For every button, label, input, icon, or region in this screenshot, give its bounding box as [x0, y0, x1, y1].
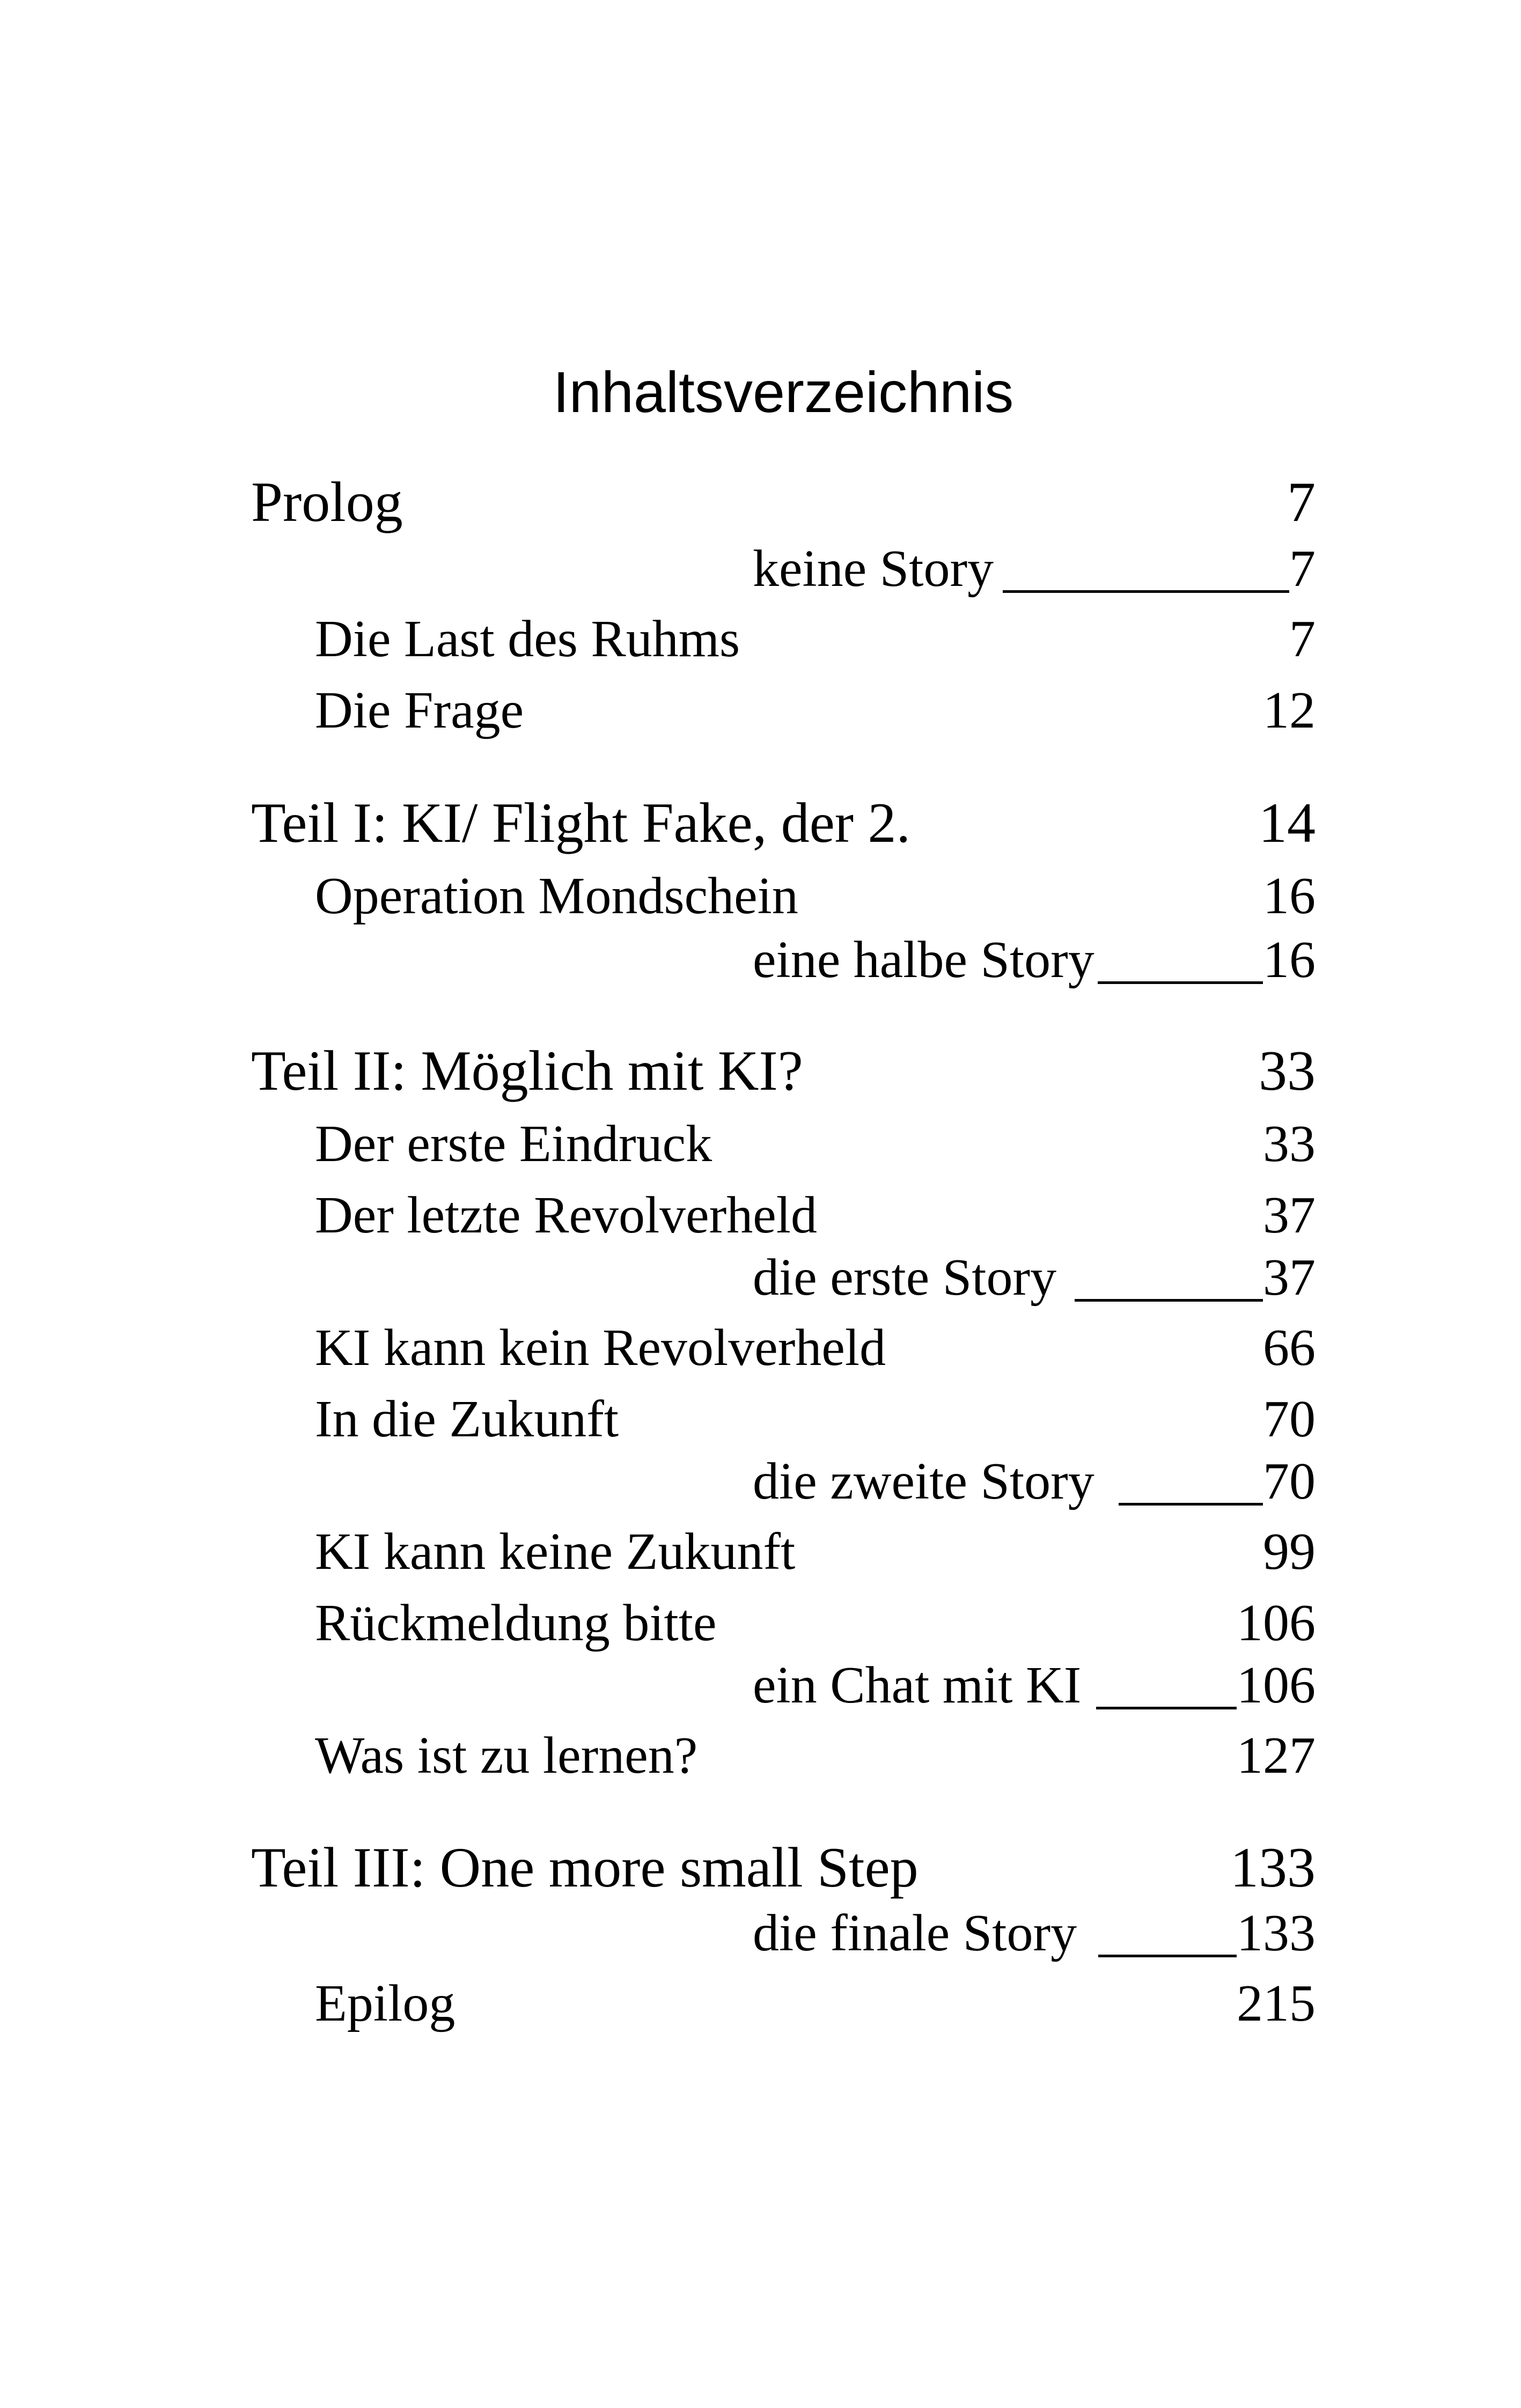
- toc-chapter-der-erste-eindruck: [315, 1112, 1316, 1176]
- toc-story-title: die finale Story: [753, 1904, 1077, 1962]
- toc-page-number: 16: [1263, 931, 1316, 989]
- toc-story-title: die zweite Story: [753, 1452, 1094, 1510]
- toc-page-number: 133: [1237, 1904, 1316, 1962]
- toc-page-number: 37: [1263, 1186, 1316, 1244]
- toc-entry-title: In die Zukunft: [315, 1390, 619, 1448]
- toc-entry-title: Epilog: [315, 1974, 455, 2032]
- toc-entry-title: KI kann kein Revolverheld: [315, 1319, 886, 1377]
- toc-page-number: 37: [1263, 1249, 1316, 1306]
- toc-entry-title: Was ist zu lernen?: [315, 1727, 698, 1785]
- toc-page-number: 215: [1237, 1974, 1316, 2032]
- toc-chapter-rueckmeldung-bitte: [315, 1591, 1316, 1655]
- toc-story-title: die erste Story: [753, 1249, 1057, 1306]
- leader-line: [1075, 1299, 1263, 1302]
- toc-page-number: 106: [1237, 1656, 1316, 1714]
- toc-part-teil-iii: [251, 1836, 1316, 1900]
- toc-page-number: 127: [1237, 1727, 1316, 1785]
- toc-entry-title: Operation Mondschein: [315, 867, 798, 925]
- toc-part-teil-ii: [251, 1039, 1316, 1103]
- toc-chapter-ki-kann-kein-revolverheld: [315, 1316, 1316, 1380]
- toc-entry-title: KI kann keine Zukunft: [315, 1523, 796, 1581]
- toc-entry-title: Teil III: One more small Step: [251, 1836, 919, 1899]
- leader-line: [1096, 1707, 1237, 1709]
- toc-story-eine-halbe-story: [753, 928, 1316, 992]
- toc-chapter-in-die-zukunft: [315, 1387, 1316, 1451]
- toc-page-number: 66: [1263, 1319, 1316, 1377]
- toc-page-number: 7: [1289, 610, 1316, 668]
- toc-entry-title: Teil I: KI/ Flight Fake, der 2.: [251, 791, 911, 854]
- toc-page-number: 14: [1259, 791, 1316, 854]
- toc-story-ein-chat-mit-ki: [753, 1653, 1316, 1717]
- toc-story-die-erste-story: [753, 1245, 1316, 1310]
- toc-entry-title: Der erste Eindruck: [315, 1115, 712, 1173]
- toc-entry-title: Der letzte Revolverheld: [315, 1186, 818, 1244]
- toc-entry-title: Rückmeldung bitte: [315, 1594, 717, 1652]
- toc-part-prolog: [251, 470, 1316, 534]
- toc-page-number: 7: [1289, 540, 1316, 598]
- toc-story-die-finale-story: [753, 1901, 1316, 1965]
- toc-chapter-die-last-des-ruhms: [315, 607, 1316, 671]
- toc-page-number: 70: [1263, 1452, 1316, 1510]
- toc-story-keine-story: [753, 537, 1316, 601]
- toc-entry-title: Teil II: Möglich mit KI?: [251, 1039, 803, 1102]
- toc-entry-title: Die Frage: [315, 681, 524, 739]
- toc-chapter-was-ist-zu-lernen: [315, 1723, 1316, 1788]
- toc-story-title: keine Story: [753, 540, 994, 598]
- toc-page-number: 33: [1263, 1115, 1316, 1173]
- toc-chapter-der-letzte-revolverheld: [315, 1183, 1316, 1247]
- toc-chapter-operation-mondschein: [315, 864, 1316, 928]
- leader-line: [1119, 1503, 1263, 1506]
- toc-entry-title: Prolog: [251, 471, 403, 533]
- toc-page-number: 106: [1237, 1594, 1316, 1652]
- page-title: Inhaltsverzeichnis: [553, 359, 1014, 424]
- toc-part-teil-i: [251, 791, 1316, 855]
- toc-entry-title: Die Last des Ruhms: [315, 610, 740, 668]
- toc-page-number: 133: [1230, 1836, 1316, 1899]
- toc-page-number: 7: [1287, 471, 1316, 533]
- toc-page-number: 70: [1263, 1390, 1316, 1448]
- toc-story-title: ein Chat mit KI: [753, 1656, 1082, 1714]
- toc-page-number: 33: [1259, 1039, 1316, 1102]
- toc-story-title: eine halbe Story: [753, 931, 1094, 989]
- leader-line: [1003, 590, 1289, 593]
- toc-story-die-zweite-story: [753, 1449, 1316, 1514]
- toc-page-number: 16: [1263, 867, 1316, 925]
- toc-chapter-ki-kann-keine-zukunft: [315, 1519, 1316, 1584]
- toc-chapter-epilog: [315, 1971, 1316, 2036]
- leader-line: [1098, 1955, 1237, 1957]
- leader-line: [1098, 981, 1263, 984]
- toc-chapter-die-frage: [315, 678, 1316, 743]
- toc-page-number: 12: [1263, 681, 1316, 739]
- toc-page-number: 99: [1263, 1523, 1316, 1581]
